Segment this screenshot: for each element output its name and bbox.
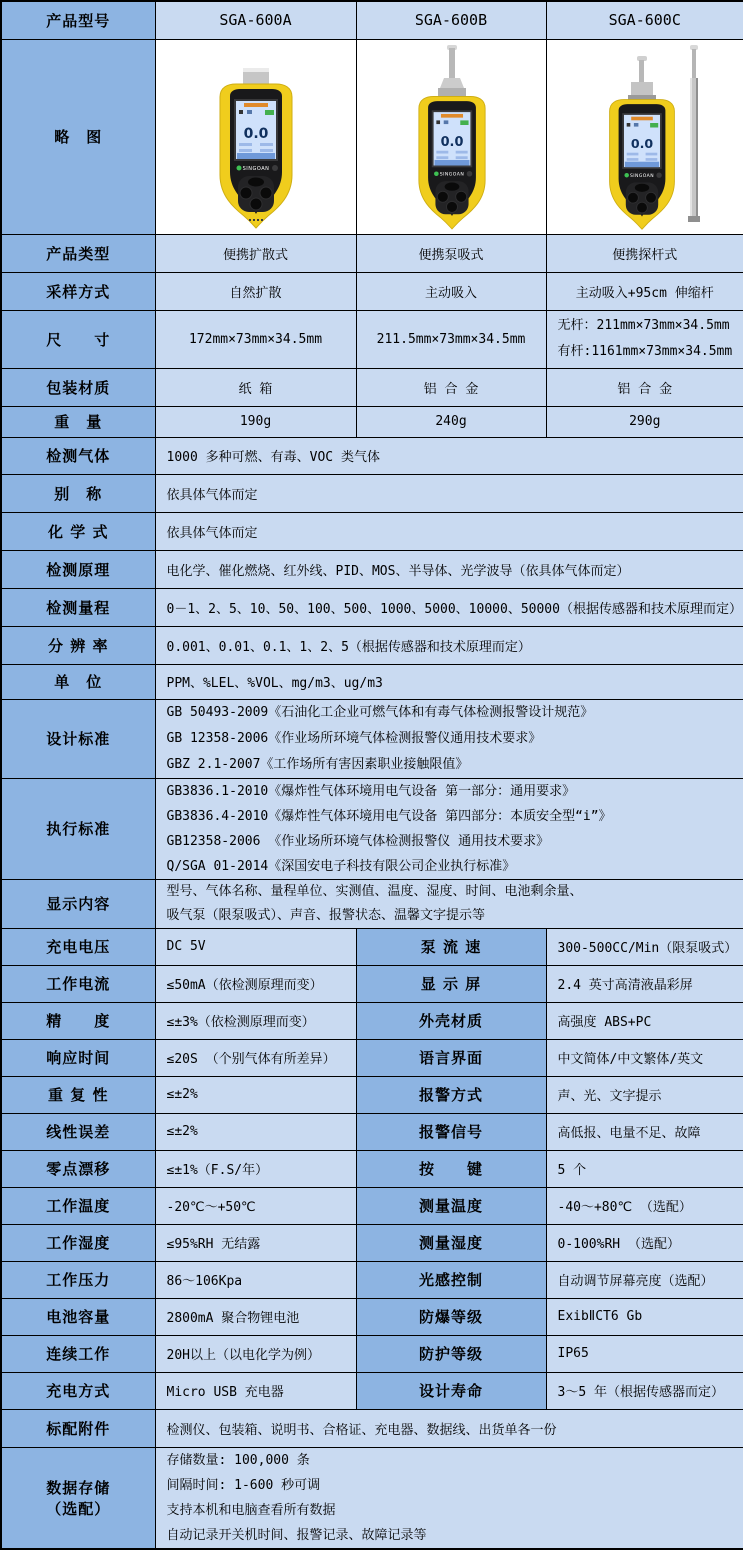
device-image-sga-600a — [156, 40, 357, 234]
protection-level-value: IP65 — [546, 1335, 743, 1372]
row-label-sketch: 略 图 — [1, 39, 155, 234]
row-label-sampling-method: 采样方式 — [1, 272, 155, 310]
dimensions-c — [546, 310, 743, 368]
battery-icon — [650, 123, 658, 128]
row-label-exec-standard: 执行标准 — [1, 778, 155, 879]
measure-temp-value: -40～+80℃ （选配） — [546, 1187, 743, 1224]
battery-icon — [460, 120, 468, 125]
working-pressure-value: 86～106Kpa — [155, 1261, 356, 1298]
row-label-pump-flow: 泵 流 速 — [356, 928, 546, 965]
device-image-sga-600b — [357, 40, 547, 234]
row-label-battery: 电池容量 — [1, 1298, 155, 1335]
alarm-mode-value: 声、光、文字提示 — [546, 1076, 743, 1113]
design-standard-value — [155, 699, 743, 778]
sampling-c: 主动吸入+95cm 伸缩杆 — [546, 272, 743, 310]
linearity-value: ≤±2% — [155, 1113, 356, 1150]
row-product-type — [1, 234, 743, 272]
display-content-line: 吸气泵（限泵吸式）、声音、报警状态、温馨文字提示等 — [167, 904, 743, 928]
row-label-working-temp: 工作温度 — [1, 1187, 155, 1224]
row-alias — [1, 474, 743, 512]
row-label-measure-humidity: 测量湿度 — [356, 1224, 546, 1261]
row-battery-explosionproof — [1, 1298, 743, 1335]
row-label-linearity: 线性误差 — [1, 1113, 155, 1150]
dimensions-a: 172mm×73mm×34.5mm — [155, 310, 356, 368]
row-label-resolution: 分 辨 率 — [1, 626, 155, 664]
screen-reading: 0.0 — [440, 135, 463, 150]
row-zero-drift-buttons — [1, 1150, 743, 1187]
buttons-value: 5 个 — [546, 1150, 743, 1187]
product-type-b: 便携泵吸式 — [356, 234, 546, 272]
design-standard-line: GB 12358-2006《作业场所环境气体检测报警仪通用技术要求》 — [167, 726, 743, 752]
weight-b: 240g — [356, 406, 546, 437]
row-label-screen: 显 示 屏 — [356, 965, 546, 1002]
row-label-packaging: 包装材质 — [1, 368, 155, 406]
row-exec-standard — [1, 778, 743, 879]
design-life-value: 3～5 年（根据传感器而定） — [546, 1372, 743, 1409]
working-current-value: ≤50mA（依检测原理而变） — [155, 965, 356, 1002]
screen-title-bar — [244, 103, 268, 107]
screen-reading: 0.0 — [630, 136, 653, 151]
row-label-design-life: 设计寿命 — [356, 1372, 546, 1409]
row-sketch — [1, 39, 743, 234]
row-label-working-humidity: 工作湿度 — [1, 1224, 155, 1261]
display-content-value — [155, 879, 743, 928]
row-label-detect-principle: 检测原理 — [1, 550, 155, 588]
dimensions-c-line1: 无杆：211mm×73mm×34.5mm — [558, 313, 743, 339]
row-linearity-alarm-signal — [1, 1113, 743, 1150]
screen-value: 2.4 英寸高清液晶彩屏 — [546, 965, 743, 1002]
weight-c: 290g — [546, 406, 743, 437]
power-button-icon — [272, 165, 278, 171]
charge-method-value: Micro USB 充电器 — [155, 1372, 356, 1409]
row-label-accessories: 标配附件 — [1, 1409, 155, 1447]
exec-standard-line: GB3836.1-2010《爆炸性气体环境用电气设备 第一部分：通用要求》 — [167, 779, 743, 804]
row-label-detect-gas: 检测气体 — [1, 437, 155, 474]
sampling-a: 自然扩散 — [155, 272, 356, 310]
row-label-charge-method: 充电方式 — [1, 1372, 155, 1409]
row-repeatability-alarm-mode — [1, 1076, 743, 1113]
row-response-time-language — [1, 1039, 743, 1076]
sketch-cell-c — [546, 39, 743, 234]
row-sampling-method — [1, 272, 743, 310]
measure-humidity-value: 0-100%RH （选配） — [546, 1224, 743, 1261]
packaging-c: 铝 合 金 — [546, 368, 743, 406]
row-accessories — [1, 1409, 743, 1447]
dimensions-c-line2: 有杆:1161mm×73mm×34.5mm — [558, 339, 743, 365]
accessories-value: 检测仪、包装箱、说明书、合格证、充电器、数据线、出货单各一份 — [155, 1409, 743, 1447]
battery-value: 2800mA 聚合物锂电池 — [155, 1298, 356, 1335]
row-working-current-screen — [1, 965, 743, 1002]
light-sense-value: 自动调节屏幕亮度（选配） — [546, 1261, 743, 1298]
row-working-humidity-measure-humidity — [1, 1224, 743, 1261]
explosionproof-value: ExibⅡCT6 Gb — [546, 1298, 743, 1335]
row-weight — [1, 406, 743, 437]
sampling-b: 主动吸入 — [356, 272, 546, 310]
row-label-language: 语言界面 — [356, 1039, 546, 1076]
data-storage-label-line2: （选配） — [2, 1498, 155, 1519]
row-label-buttons: 按 键 — [356, 1150, 546, 1187]
row-label-dimensions: 尺 寸 — [1, 310, 155, 368]
data-storage-line: 自动记录开关机时间、报警记录、故障记录等 — [167, 1523, 743, 1548]
language-value: 中文简体/中文繁体/英文 — [546, 1039, 743, 1076]
row-label-accuracy: 精 度 — [1, 1002, 155, 1039]
row-label-continuous-work: 连续工作 — [1, 1335, 155, 1372]
detect-gas-value: 1000 多种可燃、有毒、VOC 类气体 — [155, 437, 743, 474]
alarm-signal-value: 高低报、电量不足、故障 — [546, 1113, 743, 1150]
status-led — [624, 172, 629, 177]
data-storage-value — [155, 1447, 743, 1549]
working-temp-value: -20℃～+50℃ — [155, 1187, 356, 1224]
design-standard-line: GBZ 2.1-2007《工作场所有害因素职业接触限值》 — [167, 752, 743, 778]
weight-a: 190g — [155, 406, 356, 437]
detect-range-value: 0－1、2、5、10、50、100、500、1000、5000、10000、50000（根据传感器和技术原理而定） — [155, 588, 743, 626]
row-label-display-content: 显示内容 — [1, 879, 155, 928]
resolution-value: 0.001、0.01、0.1、1、2、5（根据传感器和技术原理而定） — [155, 626, 743, 664]
row-detect-principle — [1, 550, 743, 588]
brand-logo: SINGOAN — [242, 166, 269, 172]
packaging-a: 纸 箱 — [155, 368, 356, 406]
status-led — [236, 165, 241, 170]
row-label-product-type: 产品类型 — [1, 234, 155, 272]
product-type-c: 便携探杆式 — [546, 234, 743, 272]
row-label-protection-level: 防护等级 — [356, 1335, 546, 1372]
row-chemical-formula — [1, 512, 743, 550]
row-label-response-time: 响应时间 — [1, 1039, 155, 1076]
row-packaging — [1, 368, 743, 406]
row-label-design-standard: 设计标准 — [1, 699, 155, 778]
exec-standard-line: GB3836.4-2010《爆炸性气体环境用电气设备 第四部分：本质安全型“i”》 — [167, 804, 743, 829]
model-name-c: SGA-600C — [546, 1, 743, 39]
row-label-zero-drift: 零点漂移 — [1, 1150, 155, 1187]
row-label-detect-range: 检测量程 — [1, 588, 155, 626]
data-storage-line: 存储数量: 100,000 条 — [167, 1448, 743, 1473]
row-data-storage — [1, 1447, 743, 1549]
screen-reading: 0.0 — [243, 126, 268, 142]
status-led — [434, 171, 439, 176]
row-label-shell-material: 外壳材质 — [356, 1002, 546, 1039]
design-standard-line: GB 50493-2009《石油化工企业可燃气体和有毒气体检测报警设计规范》 — [167, 700, 743, 726]
shell-material-value: 高强度 ABS+PC — [546, 1002, 743, 1039]
row-label-working-pressure: 工作压力 — [1, 1261, 155, 1298]
row-dimensions — [1, 310, 743, 368]
exec-standard-value — [155, 778, 743, 879]
row-label-weight: 重 量 — [1, 406, 155, 437]
row-accuracy-shell — [1, 1002, 743, 1039]
sketch-cell-a — [155, 39, 356, 234]
data-storage-line: 支持本机和电脑查看所有数据 — [167, 1498, 743, 1523]
model-name-b: SGA-600B — [356, 1, 546, 39]
zero-drift-value: ≤±1%（F.S/年） — [155, 1150, 356, 1187]
dimensions-b: 211.5mm×73mm×34.5mm — [356, 310, 546, 368]
data-storage-label-line1: 数据存储 — [2, 1477, 155, 1498]
row-label-chemical-formula: 化 学 式 — [1, 512, 155, 550]
accuracy-value: ≤±3%（依检测原理而变） — [155, 1002, 356, 1039]
unit-value: PPM、%LEL、%VOL、mg/m3、ug/m3 — [155, 664, 743, 699]
row-charge-method-design-life — [1, 1372, 743, 1409]
row-label-repeatability: 重 复 性 — [1, 1076, 155, 1113]
device-image-sga-600c — [547, 40, 743, 234]
row-label-product-model: 产品型号 — [1, 1, 155, 39]
continuous-work-value: 20H以上（以电化学为例） — [155, 1335, 356, 1372]
row-label-charge-voltage: 充电电压 — [1, 928, 155, 965]
sketch-cell-b — [356, 39, 546, 234]
row-working-temp-measure-temp — [1, 1187, 743, 1224]
row-label-measure-temp: 测量温度 — [356, 1187, 546, 1224]
display-content-line: 型号、气体名称、量程单位、实测值、温度、湿度、时间、电池剩余量、 — [167, 880, 743, 904]
response-time-value: ≤20S （个别气体有所差异） — [155, 1039, 356, 1076]
brand-logo: SINGOAN — [439, 171, 464, 177]
row-label-data-storage — [1, 1447, 155, 1549]
exec-standard-line: Q/SGA 01-2014《深国安电子科技有限公司企业执行标准》 — [167, 854, 743, 879]
row-resolution — [1, 626, 743, 664]
row-label-unit: 单 位 — [1, 664, 155, 699]
row-detect-range — [1, 588, 743, 626]
row-label-explosionproof: 防爆等级 — [356, 1298, 546, 1335]
data-storage-line: 间隔时间: 1-600 秒可调 — [167, 1473, 743, 1498]
row-label-working-current: 工作电流 — [1, 965, 155, 1002]
charge-voltage-value: DC 5V — [155, 928, 356, 965]
row-label-alias: 别 称 — [1, 474, 155, 512]
power-button-icon — [656, 172, 661, 177]
row-working-pressure-light-sense — [1, 1261, 743, 1298]
chemical-formula-value: 依具体气体而定 — [155, 512, 743, 550]
row-product-model — [1, 1, 743, 39]
exec-standard-line: GB12358-2006 《作业场所环境气体检测报警仪 通用技术要求》 — [167, 829, 743, 854]
brand-logo: SINGOAN — [629, 173, 653, 179]
row-label-light-sense: 光感控制 — [356, 1261, 546, 1298]
row-unit — [1, 664, 743, 699]
battery-icon — [265, 110, 274, 115]
working-humidity-value: ≤95%RH 无结露 — [155, 1224, 356, 1261]
packaging-b: 铝 合 金 — [356, 368, 546, 406]
pump-flow-value: 300-500CC/Min（限泵吸式） — [546, 928, 743, 965]
row-charge-voltage-pump-flow — [1, 928, 743, 965]
row-display-content — [1, 879, 743, 928]
detect-principle-value: 电化学、催化燃烧、红外线、PID、MOS、半导体、光学波导（依具体气体而定） — [155, 550, 743, 588]
power-button-icon — [466, 171, 472, 177]
row-design-standard — [1, 699, 743, 778]
alias-value: 依具体气体而定 — [155, 474, 743, 512]
row-continuous-work-protection — [1, 1335, 743, 1372]
product-type-a: 便携扩散式 — [155, 234, 356, 272]
row-detect-gas — [1, 437, 743, 474]
row-label-alarm-mode: 报警方式 — [356, 1076, 546, 1113]
row-label-alarm-signal: 报警信号 — [356, 1113, 546, 1150]
repeatability-value: ≤±2% — [155, 1076, 356, 1113]
model-name-a: SGA-600A — [155, 1, 356, 39]
